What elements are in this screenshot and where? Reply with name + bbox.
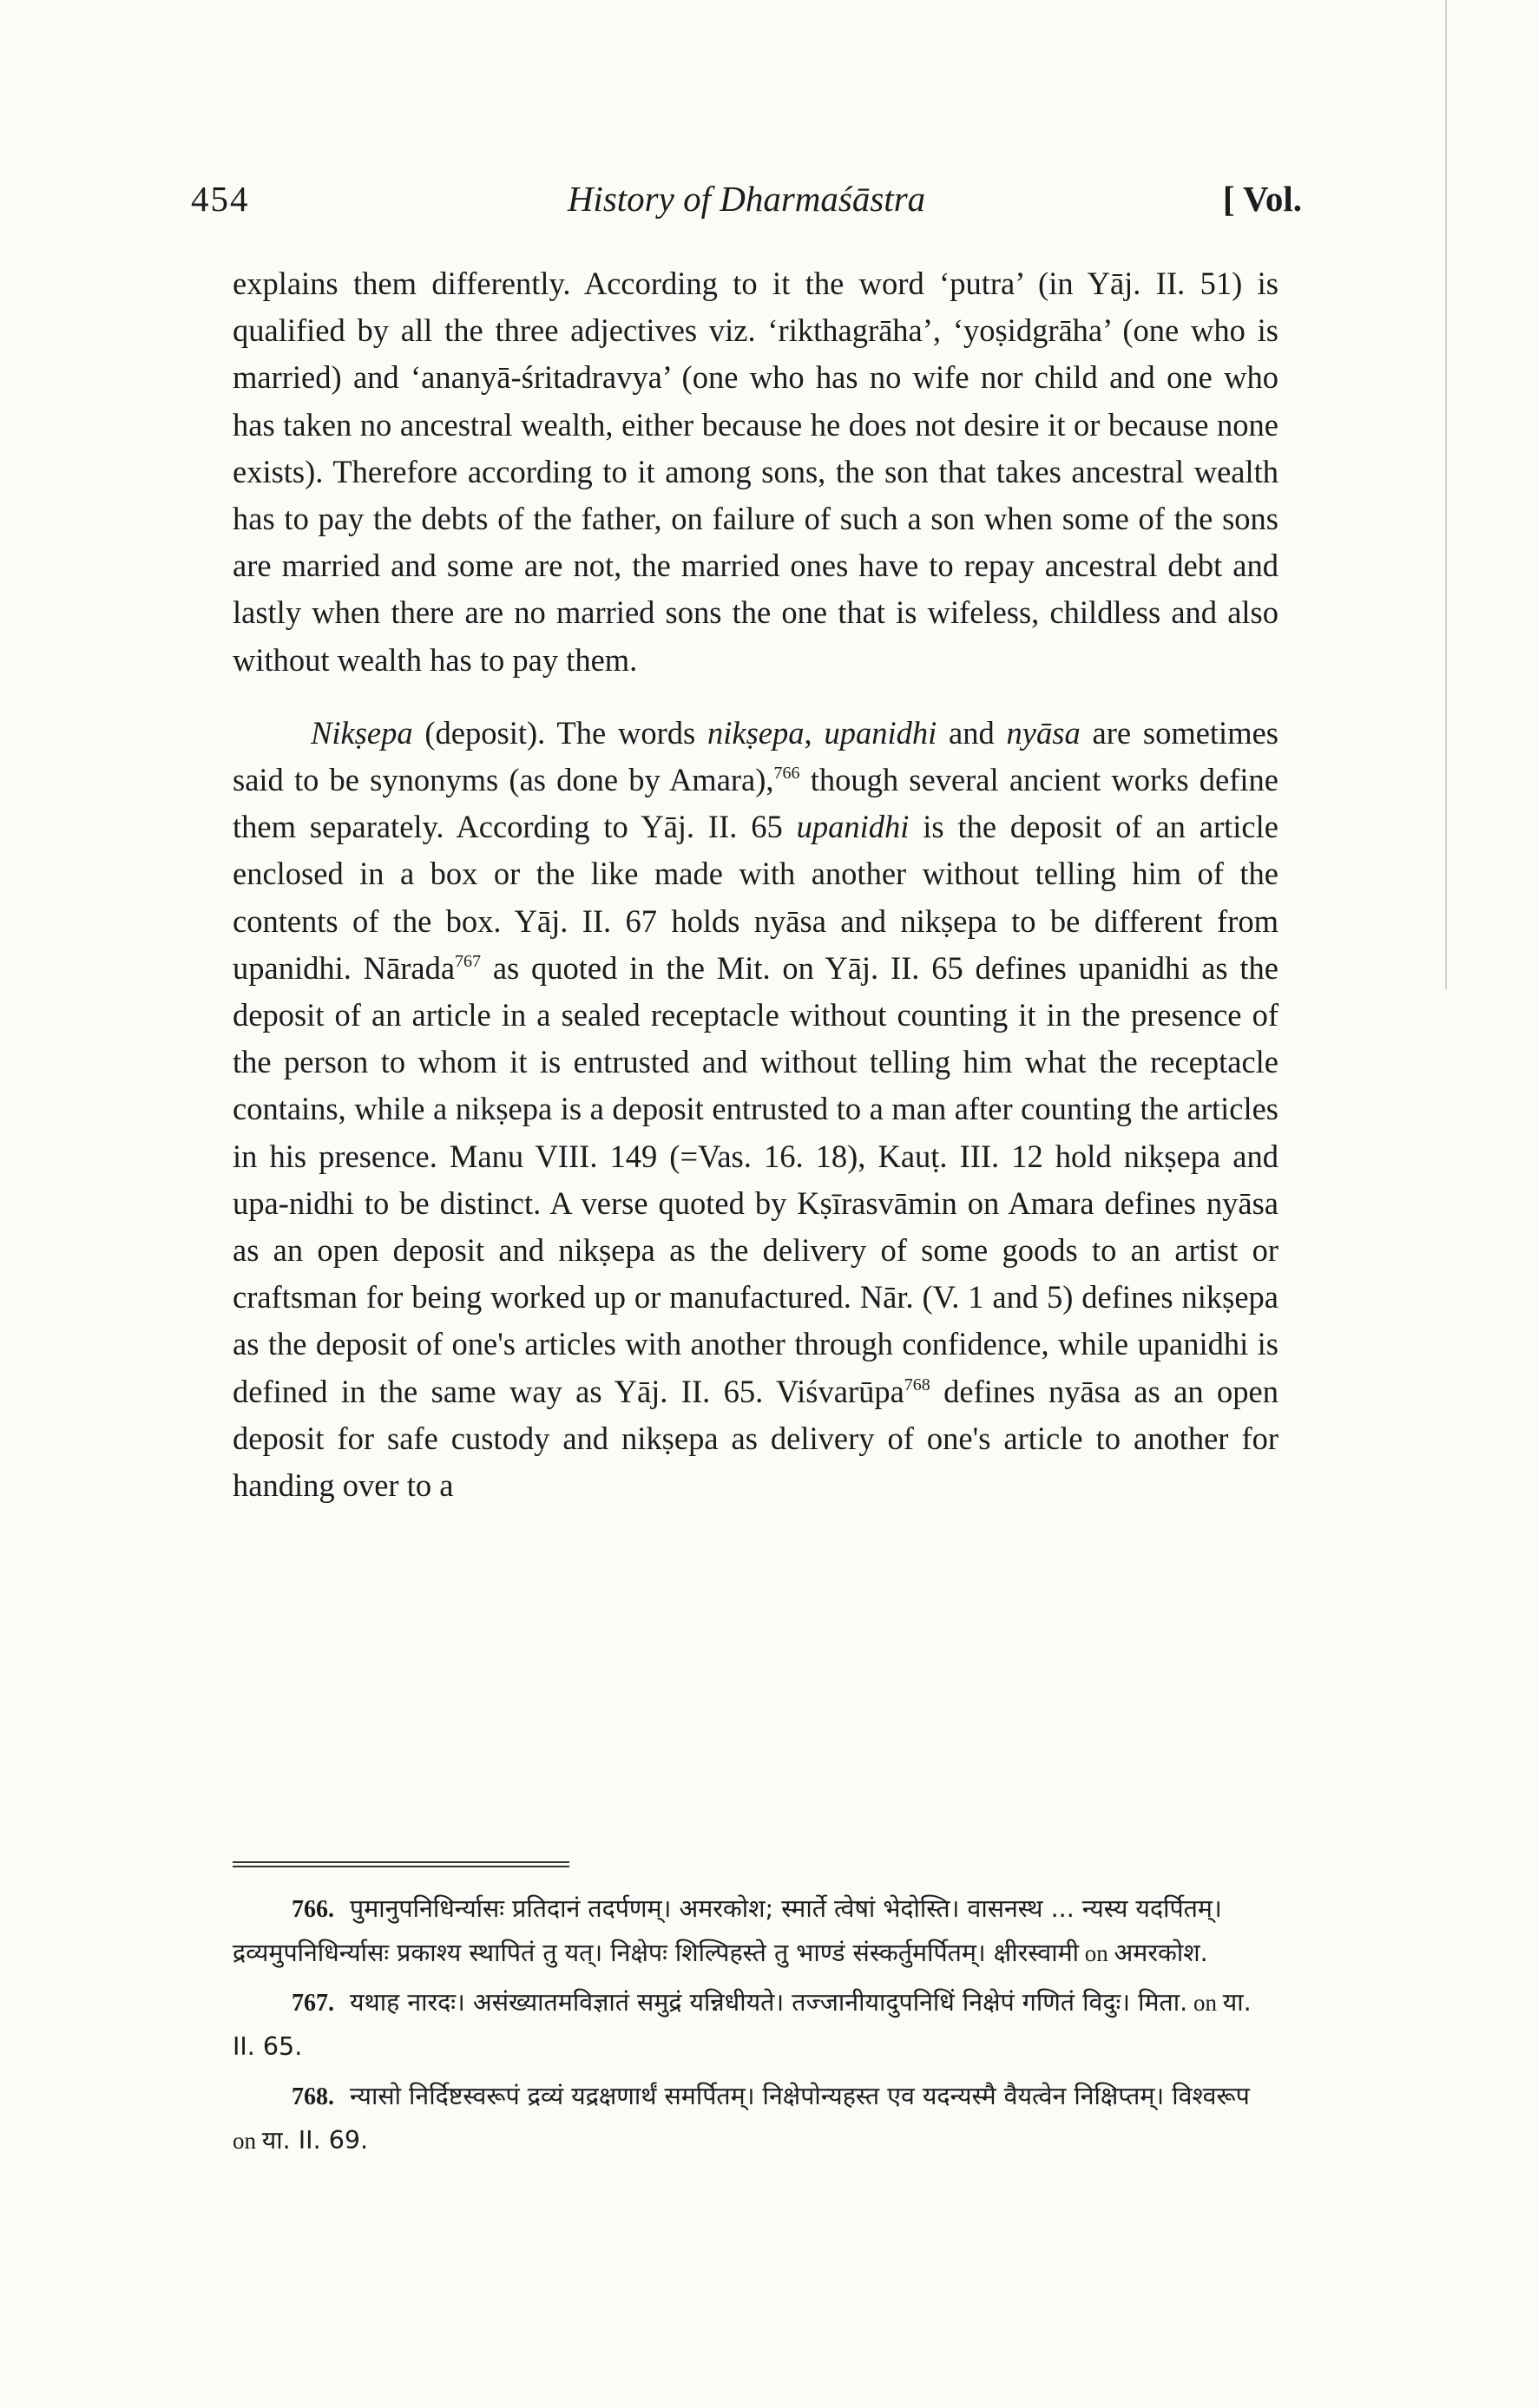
footnote-text: या. II. 69. — [261, 2126, 369, 2155]
term-italic: nikṣepa — [707, 714, 805, 751]
text-run: (deposit). The words — [412, 714, 707, 751]
footnote-number: 768. — [292, 2083, 334, 2110]
footnote-767 — [233, 1981, 1278, 2069]
footnote-ref-767[interactable]: 767 — [455, 951, 482, 971]
footnote-768 — [233, 2075, 1278, 2162]
footnote-ref-766[interactable]: 766 — [773, 764, 800, 784]
footnote-number: 766. — [292, 1896, 334, 1923]
footnote-text: on — [233, 2128, 262, 2154]
footnote-766 — [233, 1887, 1278, 1975]
page-number: 454 — [191, 179, 250, 219]
text-run: though several ancient works define them separately. According to Yāj. II. 65 — [233, 762, 1278, 845]
term-nikshepa: Nikṣepa — [311, 714, 413, 751]
footnote-text: न्यासो निर्दिष्टस्वरूपं द्रव्यं यद्रक्षणार्थं समर्पितम्। निक्षेपोन्यहस्त एव यदन्यस्मै वैयत्वेन निक्षिप्तम्। विश्वरूप — [350, 2082, 1250, 2110]
footnote-text: on — [1187, 1990, 1223, 2016]
footnote-text: या. II. 65. — [233, 1988, 1252, 2061]
term-italic: upanidhi — [796, 809, 910, 845]
page-header — [191, 178, 1302, 239]
text-run: and — [937, 714, 1007, 751]
footnote-text: अमरकोश. — [1114, 1939, 1208, 1967]
footnote-divider — [233, 1861, 569, 1873]
footnote-number: 767. — [292, 1990, 334, 2017]
text-run: defines nyāsa as an open deposit for safe custody and nikṣepa as delivery of one's article to another for handing over to a — [233, 1373, 1279, 1504]
footnote-text: पुमानुपनिधिर्न्यासः प्रतिदानं तदर्पणम्। अमरकोश; स्मार्ते त्वेषां भेदोस्ति। वासनस्थ ... न्यस्य यदर्पितम्। द्रव्यमुपनिधिर्न्यासः प्रकाश्य स्थापितं तु यत्। निक्षेपः शिल्पिहस्ते तु भाण्डं संस्कर्तुमर्पितम्। क्षीरस्वामी — [233, 1894, 1222, 1967]
text-run: , — [804, 714, 825, 751]
scan-edge-line — [1445, 0, 1447, 989]
running-title: History of Dharmaśāstra — [567, 179, 926, 219]
body-text — [233, 260, 1278, 1509]
term-italic: nyāsa — [1006, 714, 1081, 751]
volume-marker: [ Vol. — [1222, 179, 1302, 219]
footnotes — [233, 1887, 1278, 2169]
footnote-ref-768[interactable]: 768 — [904, 1375, 930, 1394]
text-run: as quoted in the Mit. on Yāj. II. 65 defines upanidhi as the deposit of an article in a sealed receptacle without counting it in the presence of the person to whom it is entrusted and without telling him what the receptacle contains, while a nikṣepa is a deposit entrusted to a man after counting the articles in his presence. Manu VIII. 149 (=Vas. 16. 18), Kauṭ. III. 12 hold nikṣepa and upa-nidhi to be distinct. A verse quoted by Kṣīrasvāmin on Amara defines nyāsa as an open deposit and nikṣepa as the delivery of some goods to an artist or craftsman for being worked up or manufactured. Nār. (V. 1 and 5) defines nikṣepa as the deposit of one's articles with another through confidence, while upanidhi is defined in the same way as Yāj. II. 65. Viśvarūpa — [233, 949, 1279, 1409]
footnote-text: on — [1079, 1940, 1114, 1966]
footnote-text: यथाह नारदः। असंख्यातमविज्ञातं समुद्रं यन्निधीयते। तज्जानीयादुपनिधिं निक्षेपं गणितं विदुः। मिता. — [350, 1988, 1188, 2017]
paragraph-1: explains them differently. According to it the word ‘putra’ (in Yāj. II. 51) is qualified by all the three adjectives viz. ‘rikthagrāha’, ‘yoṣidgrāha’ (one who is married) and ‘ananyā-śritadravya’ (one who has no wife nor child and one who has taken no ancestral wealth, either because he does not desire it or because none exists). Therefore according to it among sons, the son that takes ancestral wealth has to pay the debts of the father, on failure of such a son when some of the sons are married and some are not, the married ones have to repay ancestral debt and lastly when there are no married sons the one that is wifeless, childless and also without wealth has to pay them. — [233, 266, 1278, 678]
term-italic: upanidhi — [824, 714, 937, 751]
paragraph-2 — [233, 710, 1278, 1509]
text-run: is the deposit of an article enclosed in a box or the like made with another without telling him of the contents of the box. Yāj. II. 67 holds nyāsa and nikṣepa to be different from upanidhi. Nārada — [233, 809, 1278, 986]
text-run: are sometimes said to be synonyms (as done by Amara), — [233, 714, 1278, 798]
